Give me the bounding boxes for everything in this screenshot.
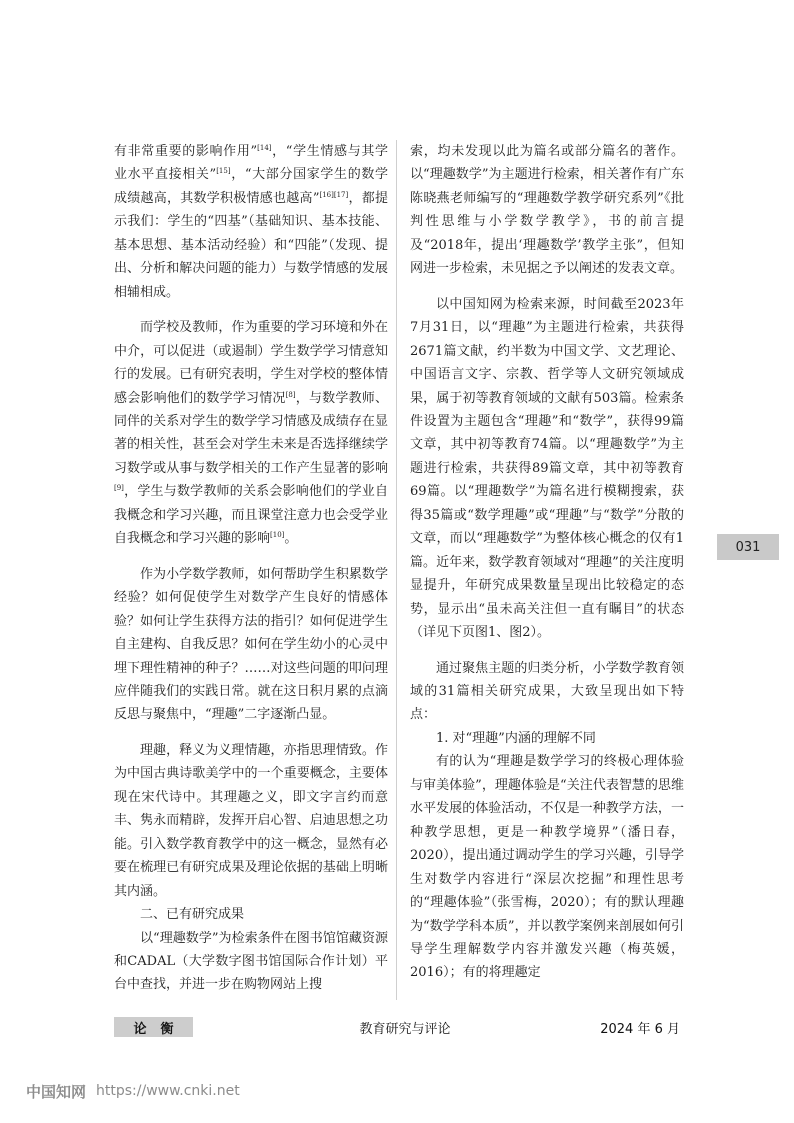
watermark-brand: 中国知网: [26, 1082, 87, 1101]
text-run: ，学生与数学教师的关系会影响他们的学业自我概念和学习兴趣，而且课堂注意力也会受学业自我概念和学习兴趣的影响: [114, 484, 388, 547]
page-number-tab: 031: [717, 534, 779, 560]
footer-journal-name: 教育研究与评论: [359, 1021, 451, 1037]
right-paragraph-1: 索，均未发现以此为篇名或部分篇名的著作。以“理趣数学”为主题进行检索，相关著作有广东陈晓燕老师编写的“理趣数学教学研究系列”《批判性思维与小学数学教学》，书的前言提及“2018年，提出‘理趣数学’教学主张”，但知网进一步检索，未见据之予以阐述的发表文章。: [410, 144, 684, 277]
column-divider: [396, 140, 397, 1000]
right-paragraph-4: 有的认为“理趣是数学学习的终极心理体验与审美体验”，理趣体验是“关注代表智慧的思维水平发展的体验活动，不仅是一种教学方法，一种教学思想，更是一种教学境界”（潘日春，2020），提出通过调动学生的学习兴趣，引导学生对数学内容进行“深层次挖掘”和理性思考的“理趣体验”（张雪梅，2020）；有的默认理趣为“数学学科本质”，并以教学案例来剖展如何引导学生理解数学内容并激发兴趣（梅英媛，2016）；有的将理趣定: [410, 754, 684, 981]
right-paragraph-2: 以中国知网为检索来源，时间截至2023年7月31日，以“理趣”为主题进行检索，共获得2671篇文献，约半数为中国文学、文艺理论、中国语言文字、宗教、哲学等人文研究领域成果，属于初等教育领域的文献有503篇。检索条件设置为主题包含“理趣”和“数学”，获得99篇文章，其中初等教育74篇。以“理趣数学”为主题进行检索，共获得89篇文章，其中初等教育69篇。以“理趣数学”为篇名进行模糊搜索，获得35篇或“数学理趣”或“理趣”与“数学”分散的文章，而以“理趣数学”为整体核心概念的仅有1篇。近年来，数学教育领域对“理趣”的关注度明显提升，年研究成果数量呈现出比较稳定的态势，显示出“虽未高关注但一直有瞩目”的状态（详见下页图1、图2）。: [410, 296, 684, 641]
subsection-heading: 1. 对“理趣”内涵的理解不同: [436, 730, 596, 746]
left-column: [114, 140, 388, 997]
text-run: ，“大部分国家学生的数学成绩越高，其数学积极情感也越高”: [114, 167, 388, 206]
citation-ref: [9]: [114, 484, 124, 493]
text-run: ，与数学教师、同伴的关系对学生的数学学习情感及成绩存在显著的相关性，甚至会对学生未来是否选择继续学习数学或从事与数学相关的工作产生显著的影响: [114, 390, 388, 476]
citation-ref: [15]: [216, 167, 231, 176]
left-paragraph-2: [114, 316, 388, 551]
citation-ref: [14]: [257, 144, 272, 152]
text-run: 而学校及教师，作为重要的学习环境和外在中介，可以促进（或遏制）学生数学学习情意知行的发展。已有研究表明，学生对学校的整体情感会影响他们的数学学习情况: [114, 320, 388, 406]
footer-section-label: 论衡: [114, 1017, 193, 1037]
left-paragraph-3: 作为小学数学教师，如何帮助学生积累数学经验？如何促使学生对数学产生良好的情感体验？如何让学生获得方法的指引？如何促进学生自主建构、自我反思？如何在学生幼小的心灵中埋下理性精神的种子？……对这些问题的叩问理应伴随我们的实践日常。就在这日积月累的点滴反思与聚焦中，“理趣”二字逐渐凸显。: [114, 566, 388, 723]
text-run: 。: [284, 531, 298, 547]
text-run: ，“学生情感与其学业水平直接相关”: [114, 144, 388, 183]
right-column: [410, 140, 684, 985]
left-paragraph-1: [114, 140, 388, 304]
citation-ref: [10]: [270, 531, 285, 540]
left-paragraph-4: 理趣，释义为义理情趣，亦指思理情致。作为中国古典诗歌美学中的一个重要概念，主要体现在宋代诗中。其理趣之义，即文字言约而意丰、隽永而精辟，发挥开启心智、启迪思想之功能。引入数学教育教学中的这一概念，显然有必要在梳理已有研究成果及理论依据的基础上明晰其内涵。: [114, 742, 388, 899]
section-heading: 二、已有研究成果: [140, 907, 245, 923]
watermark-url: https://www.cnki.net: [96, 1083, 240, 1099]
left-paragraph-5: 以“理趣数学”为检索条件在图书馆馆藏资源和CADAL（大学数字图书馆国际合作计划）平台中查找，并进一步在购物网站上搜: [114, 930, 388, 993]
text-run: 有非常重要的影响作用”: [114, 144, 258, 159]
citation-ref: [8]: [285, 390, 296, 399]
right-paragraph-3: 通过聚焦主题的归类分析，小学数学教育领域的31篇相关研究成果，大致呈现出如下特点：: [410, 660, 684, 723]
footer-date: 2024 年 6 月: [600, 1021, 680, 1037]
citation-ref: [16][17]: [319, 190, 349, 199]
cnki-watermark: [26, 1080, 240, 1102]
text-run: ，都提示我们：学生的“四基”（基础知识、基本技能、基本思想、基本活动经验）和“四能”（发现、提出、分析和解决问题的能力）与数学情感的发展相辅相成。: [114, 190, 388, 300]
